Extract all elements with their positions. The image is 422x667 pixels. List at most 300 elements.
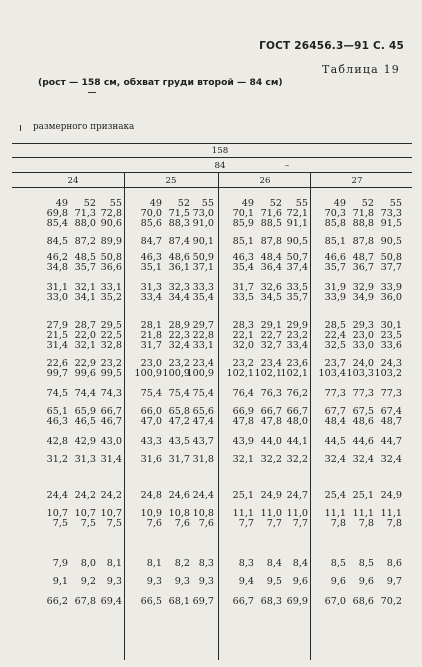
table-cell: 7,8 bbox=[358, 518, 374, 529]
table-cell: 43,3 bbox=[140, 436, 162, 447]
table-cell: 70,2 bbox=[380, 596, 402, 607]
table-cell: 72,8 bbox=[100, 208, 122, 219]
table-cell: 76,2 bbox=[286, 388, 308, 399]
table-cell: 31,4 bbox=[100, 454, 122, 465]
table-cell: 28,5 bbox=[324, 320, 346, 331]
table-cell: 88,8 bbox=[352, 218, 374, 229]
table-cell: 10,7 bbox=[74, 508, 96, 519]
table-cell: 36,1 bbox=[168, 262, 190, 273]
table-cell: 24,3 bbox=[380, 358, 402, 369]
table-cell: 21,5 bbox=[46, 330, 68, 341]
table-cell: 69,7 bbox=[192, 596, 214, 607]
table-cell: 32,1 bbox=[74, 340, 96, 351]
table-cell: 28,7 bbox=[74, 320, 96, 331]
table-cell: 24,9 bbox=[380, 490, 402, 501]
table-cell: 66,9 bbox=[232, 406, 254, 417]
table-cell: 43,7 bbox=[192, 436, 214, 447]
table-cell: 34,5 bbox=[260, 292, 282, 303]
table-cell: 68,6 bbox=[352, 596, 374, 607]
table-cell: 46,3 bbox=[46, 416, 68, 427]
table-cell: 87,8 bbox=[260, 236, 282, 247]
table-cell: 55 bbox=[389, 198, 402, 209]
table-cell: 52 bbox=[177, 198, 190, 209]
table-cell: 48,6 bbox=[352, 416, 374, 427]
table-cell: 46,7 bbox=[100, 416, 122, 427]
table-cell: 36,7 bbox=[352, 262, 374, 273]
table-cell: 24,4 bbox=[46, 490, 68, 501]
table-cell: 48,5 bbox=[74, 252, 96, 263]
table-cell: 24,2 bbox=[100, 490, 122, 501]
table-cell: 9,5 bbox=[266, 576, 282, 587]
table-cell: 48,7 bbox=[380, 416, 402, 427]
table-cell: 22,4 bbox=[324, 330, 346, 341]
table-cell: 42,8 bbox=[46, 436, 68, 447]
table-cell: 91,1 bbox=[286, 218, 308, 229]
table-cell: 7,5 bbox=[106, 518, 122, 529]
table-cell: 9,3 bbox=[146, 576, 162, 587]
table-cell: 8,3 bbox=[198, 558, 214, 569]
table-cell: 50,7 bbox=[286, 252, 308, 263]
table-cell: 23,7 bbox=[324, 358, 346, 369]
table-cell: 87,2 bbox=[74, 236, 96, 247]
table-cell: 67,5 bbox=[352, 406, 374, 417]
table-cell: 32,1 bbox=[232, 454, 254, 465]
table-cell: 34,8 bbox=[46, 262, 68, 273]
table-cell: 77,3 bbox=[324, 388, 346, 399]
table-cell: 68,1 bbox=[168, 596, 190, 607]
table-cell: 11,1 bbox=[352, 508, 374, 519]
table-subtitle: (рост — 158 см, обхват груди второй — 84 см) bbox=[38, 77, 283, 88]
table-cell: 67,7 bbox=[324, 406, 346, 417]
table-cell: 66,0 bbox=[140, 406, 162, 417]
table-cell: 8,2 bbox=[174, 558, 190, 569]
table-cell: 88,0 bbox=[74, 218, 96, 229]
table-cell: 24,4 bbox=[192, 490, 214, 501]
table-cell: 90,1 bbox=[192, 236, 214, 247]
table-cell: 32,4 bbox=[324, 454, 346, 465]
table-cell: 25,4 bbox=[324, 490, 346, 501]
table-cell: 9,6 bbox=[358, 576, 374, 587]
table-cell: 8,3 bbox=[238, 558, 254, 569]
table-cell: 68,3 bbox=[260, 596, 282, 607]
table-cell: 46,6 bbox=[324, 252, 346, 263]
table-cell: 8,6 bbox=[386, 558, 402, 569]
table-cell: 23,2 bbox=[286, 330, 308, 341]
table-cell: 46,3 bbox=[140, 252, 162, 263]
table-cell: 11,0 bbox=[260, 508, 282, 519]
table-cell: 37,4 bbox=[286, 262, 308, 273]
table-cell: 29,1 bbox=[260, 320, 282, 331]
table-cell: 70,1 bbox=[232, 208, 254, 219]
table-cell: 7,5 bbox=[80, 518, 96, 529]
table-cell: 33,1 bbox=[100, 282, 122, 293]
table-cell: 100,9 bbox=[134, 368, 162, 379]
table-cell: 32,4 bbox=[380, 454, 402, 465]
table-cell: 90,5 bbox=[380, 236, 402, 247]
table-cell: 31,8 bbox=[192, 454, 214, 465]
table-cell: 32,6 bbox=[260, 282, 282, 293]
table-cell: 32,8 bbox=[100, 340, 122, 351]
table-cell: 7,8 bbox=[386, 518, 402, 529]
table-cell: 7,7 bbox=[292, 518, 308, 529]
table-cell: 44,0 bbox=[260, 436, 282, 447]
group-header-27: 27 bbox=[351, 176, 363, 186]
table-cell: 52 bbox=[269, 198, 282, 209]
table-cell: 29,5 bbox=[100, 320, 122, 331]
table-cell: 47,2 bbox=[168, 416, 190, 427]
table-cell: 33,9 bbox=[324, 292, 346, 303]
table-cell: 91,0 bbox=[192, 218, 214, 229]
table-cell: 28,3 bbox=[232, 320, 254, 331]
table-cell: 23,0 bbox=[352, 330, 374, 341]
table-cell: 23,0 bbox=[140, 358, 162, 369]
table-cell: 66,7 bbox=[286, 406, 308, 417]
table-cell: 25,1 bbox=[232, 490, 254, 501]
table-cell: 22,9 bbox=[74, 358, 96, 369]
table-cell: 32,5 bbox=[324, 340, 346, 351]
table-cell: 22,7 bbox=[260, 330, 282, 341]
table-cell: 90,6 bbox=[100, 218, 122, 229]
table-cell: 7,7 bbox=[238, 518, 254, 529]
table-cell: 9,3 bbox=[198, 576, 214, 587]
table-cell: 102,1 bbox=[280, 368, 308, 379]
table-cell: 35,4 bbox=[232, 262, 254, 273]
table-cell: 23,4 bbox=[192, 358, 214, 369]
table-cell: 99,6 bbox=[74, 368, 96, 379]
table-cell: 48,4 bbox=[260, 252, 282, 263]
table-cell: 11,0 bbox=[286, 508, 308, 519]
group-header-26: 26 bbox=[259, 176, 271, 186]
table-cell: 43,9 bbox=[232, 436, 254, 447]
table-cell: 22,8 bbox=[192, 330, 214, 341]
table-cell: 46,5 bbox=[74, 416, 96, 427]
table-cell: 88,5 bbox=[260, 218, 282, 229]
table-cell: 85,1 bbox=[232, 236, 254, 247]
table-cell: 30,1 bbox=[380, 320, 402, 331]
table-cell: 37,7 bbox=[380, 262, 402, 273]
table-cell: 43,0 bbox=[100, 436, 122, 447]
height-header: 158 bbox=[211, 146, 229, 156]
table-cell: 42,9 bbox=[74, 436, 96, 447]
table-cell: 85,9 bbox=[232, 218, 254, 229]
table-cell: 8,5 bbox=[358, 558, 374, 569]
table-cell: 22,5 bbox=[100, 330, 122, 341]
table-cell: 49 bbox=[333, 198, 346, 209]
table-cell: 85,1 bbox=[324, 236, 346, 247]
table-cell: 31,9 bbox=[324, 282, 346, 293]
table-cell: 9,4 bbox=[238, 576, 254, 587]
table-cell: 21,8 bbox=[140, 330, 162, 341]
table-cell: 10,8 bbox=[192, 508, 214, 519]
table-cell: 47,4 bbox=[192, 416, 214, 427]
table-cell: 33,9 bbox=[380, 282, 402, 293]
table-cell: 44,5 bbox=[324, 436, 346, 447]
table-cell: 50,9 bbox=[192, 252, 214, 263]
table-cell: 77,3 bbox=[352, 388, 374, 399]
table-cell: 24,6 bbox=[168, 490, 190, 501]
table-cell: 10,7 bbox=[100, 508, 122, 519]
table-cell: 74,5 bbox=[46, 388, 68, 399]
table-cell: 33,0 bbox=[46, 292, 68, 303]
table-cell: 9,3 bbox=[174, 576, 190, 587]
table-cell: 23,6 bbox=[286, 358, 308, 369]
table-cell: 74,4 bbox=[74, 388, 96, 399]
table-cell: 48,6 bbox=[168, 252, 190, 263]
table-cell: 47,8 bbox=[232, 416, 254, 427]
table-cell: 87,8 bbox=[352, 236, 374, 247]
table-cell: 36,0 bbox=[380, 292, 402, 303]
table-cell: 66,7 bbox=[100, 406, 122, 417]
table-cell: 11,1 bbox=[324, 508, 346, 519]
table-cell: 29,3 bbox=[352, 320, 374, 331]
table-cell: 52 bbox=[83, 198, 96, 209]
table-cell: 65,8 bbox=[168, 406, 190, 417]
table-cell: 33,3 bbox=[192, 282, 214, 293]
page-header: ГОСТ 26456.3—91 С. 45 bbox=[259, 40, 404, 52]
table-cell: 7,7 bbox=[266, 518, 282, 529]
table-cell: 87,4 bbox=[168, 236, 190, 247]
table-cell: 29,9 bbox=[286, 320, 308, 331]
table-cell: 10,8 bbox=[168, 508, 190, 519]
table-cell: 31,7 bbox=[232, 282, 254, 293]
table-cell: 66,5 bbox=[140, 596, 162, 607]
table-cell: 71,8 bbox=[352, 208, 374, 219]
table-cell: 34,4 bbox=[168, 292, 190, 303]
table-cell: 44,1 bbox=[286, 436, 308, 447]
table-cell: 69,8 bbox=[46, 208, 68, 219]
table-cell: 84,7 bbox=[140, 236, 162, 247]
table-cell: 47,0 bbox=[140, 416, 162, 427]
table-cell: 10,7 bbox=[46, 508, 68, 519]
table-cell: 28,1 bbox=[140, 320, 162, 331]
table-cell: 33,1 bbox=[192, 340, 214, 351]
table-cell: 32,1 bbox=[74, 282, 96, 293]
table-cell: 7,6 bbox=[146, 518, 162, 529]
table-cell: 32,7 bbox=[260, 340, 282, 351]
table-cell: 99,7 bbox=[46, 368, 68, 379]
table-cell: 33,5 bbox=[232, 292, 254, 303]
table-cell: 43,5 bbox=[168, 436, 190, 447]
table-cell: 23,4 bbox=[260, 358, 282, 369]
bullet-mark bbox=[20, 125, 21, 131]
table-cell: 48,0 bbox=[286, 416, 308, 427]
height-row-rule bbox=[12, 157, 412, 158]
table-cell: 11,1 bbox=[380, 508, 402, 519]
group-header-24: 24 bbox=[67, 176, 79, 186]
table-cell: 73,3 bbox=[380, 208, 402, 219]
table-cell: 9,2 bbox=[80, 576, 96, 587]
table-cell: 24,8 bbox=[140, 490, 162, 501]
table-cell: 22,0 bbox=[74, 330, 96, 341]
table-cell: 7,6 bbox=[198, 518, 214, 529]
table-cell: 69,4 bbox=[100, 596, 122, 607]
table-cell: 103,3 bbox=[346, 368, 374, 379]
table-cell: 66,7 bbox=[260, 406, 282, 417]
table-cell: 44,7 bbox=[380, 436, 402, 447]
table-cell: 33,4 bbox=[286, 340, 308, 351]
table-cell: 31,3 bbox=[74, 454, 96, 465]
table-cell: 32,3 bbox=[168, 282, 190, 293]
table-cell: 35,2 bbox=[100, 292, 122, 303]
table-cell: 7,9 bbox=[52, 558, 68, 569]
table-cell: 55 bbox=[295, 198, 308, 209]
table-cell: 24,7 bbox=[286, 490, 308, 501]
table-cell: 48,4 bbox=[324, 416, 346, 427]
table-cell: 23,2 bbox=[100, 358, 122, 369]
table-cell: 33,4 bbox=[140, 292, 162, 303]
dash-mark bbox=[88, 92, 96, 93]
table-cell: 7,5 bbox=[52, 518, 68, 529]
table-cell: 75,4 bbox=[140, 388, 162, 399]
table-cell: 84,5 bbox=[46, 236, 68, 247]
table-cell: 29,7 bbox=[192, 320, 214, 331]
table-cell: 31,2 bbox=[46, 454, 68, 465]
table-cell: 100,9 bbox=[162, 368, 190, 379]
table-cell: 24,9 bbox=[260, 490, 282, 501]
table-cell: 85,6 bbox=[140, 218, 162, 229]
table-cell: 49 bbox=[241, 198, 254, 209]
table-cell: 9,1 bbox=[52, 576, 68, 587]
table-cell: 28,9 bbox=[168, 320, 190, 331]
table-cell: 8,0 bbox=[80, 558, 96, 569]
table-cell: 47,8 bbox=[260, 416, 282, 427]
table-cell: 76,4 bbox=[232, 388, 254, 399]
row-header-label: размерного признака bbox=[33, 122, 135, 132]
table-cell: 31,3 bbox=[140, 282, 162, 293]
table-cell: 32,4 bbox=[168, 340, 190, 351]
table-cell: 31,1 bbox=[46, 282, 68, 293]
table-cell: 22,3 bbox=[168, 330, 190, 341]
group-header-25: 25 bbox=[165, 176, 177, 186]
table-cell: 36,4 bbox=[260, 262, 282, 273]
table-cell: 44,6 bbox=[352, 436, 374, 447]
table-cell: 32,9 bbox=[352, 282, 374, 293]
table-cell: 11,1 bbox=[232, 508, 254, 519]
table-cell: 31,6 bbox=[140, 454, 162, 465]
table-cell: 74,3 bbox=[100, 388, 122, 399]
table-cell: 75,4 bbox=[192, 388, 214, 399]
table-cell: 67,4 bbox=[380, 406, 402, 417]
table-cell: 89,9 bbox=[100, 236, 122, 247]
table-cell: 99,5 bbox=[100, 368, 122, 379]
table-cell: 32,0 bbox=[232, 340, 254, 351]
table-cell: 35,7 bbox=[286, 292, 308, 303]
table-cell: 55 bbox=[201, 198, 214, 209]
table-cell: 32,2 bbox=[260, 454, 282, 465]
table-cell: 31,4 bbox=[46, 340, 68, 351]
table-cell: 49 bbox=[55, 198, 68, 209]
table-cell: 8,5 bbox=[330, 558, 346, 569]
table-cell: 103,2 bbox=[374, 368, 402, 379]
table-cell: 8,4 bbox=[292, 558, 308, 569]
table-cell: 31,7 bbox=[140, 340, 162, 351]
table-cell: 67,0 bbox=[324, 596, 346, 607]
table-cell: 23,2 bbox=[232, 358, 254, 369]
table-cell: 100,9 bbox=[186, 368, 214, 379]
table-cell: 88,3 bbox=[168, 218, 190, 229]
table-cell: 34,1 bbox=[74, 292, 96, 303]
table-cell: 35,7 bbox=[74, 262, 96, 273]
table-cell: 9,3 bbox=[106, 576, 122, 587]
table-cell: 22,1 bbox=[232, 330, 254, 341]
table-cell: 9,6 bbox=[292, 576, 308, 587]
table-cell: 46,3 bbox=[232, 252, 254, 263]
table-cell: 102,1 bbox=[254, 368, 282, 379]
table-cell: 69,9 bbox=[286, 596, 308, 607]
chest-row-rule bbox=[12, 172, 412, 173]
table-cell: 70,3 bbox=[324, 208, 346, 219]
table-cell: 36,6 bbox=[100, 262, 122, 273]
table-cell: 71,5 bbox=[168, 208, 190, 219]
table-cell: 23,5 bbox=[380, 330, 402, 341]
table-cell: 35,1 bbox=[140, 262, 162, 273]
table-cell: 48,7 bbox=[352, 252, 374, 263]
table-cell: 10,9 bbox=[140, 508, 162, 519]
table-cell: 67,8 bbox=[74, 596, 96, 607]
table-cell: 70,0 bbox=[140, 208, 162, 219]
table-cell: 71,6 bbox=[260, 208, 282, 219]
table-cell: 23,2 bbox=[168, 358, 190, 369]
table-cell: 55 bbox=[109, 198, 122, 209]
chest-header-mark: – bbox=[284, 161, 290, 171]
table-cell: 9,7 bbox=[386, 576, 402, 587]
table-top-rule bbox=[12, 143, 412, 144]
table-cell: 32,2 bbox=[286, 454, 308, 465]
table-cell: 65,9 bbox=[74, 406, 96, 417]
table-cell: 66,2 bbox=[46, 596, 68, 607]
table-cell: 85,4 bbox=[46, 218, 68, 229]
table-cell: 35,4 bbox=[192, 292, 214, 303]
table-cell: 77,3 bbox=[380, 388, 402, 399]
table-cell: 50,8 bbox=[380, 252, 402, 263]
table-cell: 8,1 bbox=[106, 558, 122, 569]
table-cell: 32,4 bbox=[352, 454, 374, 465]
table-cell: 46,2 bbox=[46, 252, 68, 263]
group-row-rule bbox=[12, 187, 412, 188]
table-cell: 103,4 bbox=[318, 368, 346, 379]
table-cell: 33,0 bbox=[352, 340, 374, 351]
table-cell: 31,7 bbox=[168, 454, 190, 465]
table-cell: 22,6 bbox=[46, 358, 68, 369]
table-cell: 34,9 bbox=[352, 292, 374, 303]
table-cell: 71,3 bbox=[74, 208, 96, 219]
table-cell: 66,7 bbox=[232, 596, 254, 607]
table-cell: 8,1 bbox=[146, 558, 162, 569]
table-cell: 65,6 bbox=[192, 406, 214, 417]
chest-header: 84 bbox=[214, 161, 226, 171]
table-cell: 76,3 bbox=[260, 388, 282, 399]
table-cell: 90,5 bbox=[286, 236, 308, 247]
table-cell: 7,6 bbox=[174, 518, 190, 529]
table-cell: 7,8 bbox=[330, 518, 346, 529]
table-label: Таблица 19 bbox=[322, 63, 400, 76]
table-cell: 85,8 bbox=[324, 218, 346, 229]
table-cell: 37,1 bbox=[192, 262, 214, 273]
table-cell: 8,4 bbox=[266, 558, 282, 569]
table-cell: 9,6 bbox=[330, 576, 346, 587]
table-cell: 72,1 bbox=[286, 208, 308, 219]
table-cell: 25,1 bbox=[352, 490, 374, 501]
table-cell: 65,1 bbox=[46, 406, 68, 417]
table-cell: 91,5 bbox=[380, 218, 402, 229]
table-cell: 102,1 bbox=[226, 368, 254, 379]
table-cell: 27,9 bbox=[46, 320, 68, 331]
table-cell: 75,4 bbox=[168, 388, 190, 399]
table-cell: 73,0 bbox=[192, 208, 214, 219]
table-cell: 52 bbox=[361, 198, 374, 209]
table-cell: 24,2 bbox=[74, 490, 96, 501]
table-cell: 50,8 bbox=[100, 252, 122, 263]
